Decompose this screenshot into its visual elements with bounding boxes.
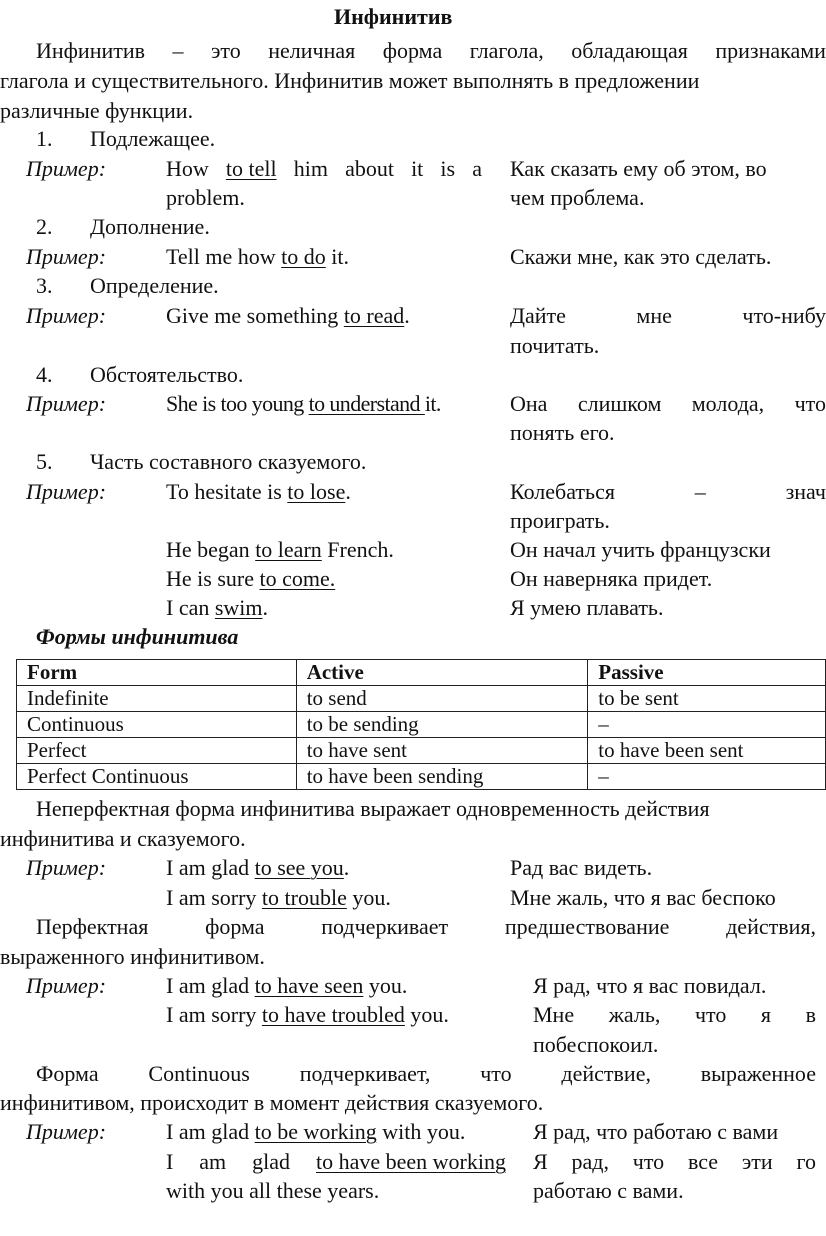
table-cell: to have been sent (588, 738, 826, 764)
example-en-cont: with you all these years. (166, 1178, 380, 1203)
example-en: Give me something to read. (166, 303, 410, 328)
paragraph-line: инфинитива и сказуемого. (0, 826, 246, 851)
example-label: Пример: (26, 391, 107, 416)
example-label: Пример: (26, 973, 107, 998)
table-row (17, 764, 826, 790)
example-en: I am glad to have seen you. (166, 973, 408, 998)
example-ru: Мне жаль, что я вас беспоко (510, 885, 776, 910)
example-ru: Как сказать ему об этом, во (510, 156, 767, 181)
function-number: 2. (36, 214, 53, 239)
table-cell: to have been sending (296, 764, 588, 790)
example-ru-cont: почитать. (510, 333, 600, 358)
column-header: Active (296, 660, 588, 686)
example-ru-cont: понять его. (510, 420, 615, 445)
example-en: To hesitate is to lose. (166, 479, 351, 504)
table-header-row (17, 660, 826, 686)
function-number: 4. (36, 362, 53, 387)
table-cell: to be sent (588, 686, 826, 712)
function-name: Обстоятельство. (90, 362, 244, 387)
infinitive-underlined: to have seen (254, 973, 364, 998)
infinitive-underlined: to have troubled (261, 1002, 405, 1027)
example-ru: Я рад, что работаю с вами (533, 1119, 779, 1144)
infinitive-underlined: to see you (254, 855, 344, 880)
example-en: How to tell him about it is a (166, 154, 482, 184)
paragraph-line: выраженного инфинитивом. (0, 944, 265, 969)
paragraph-line: инфинитивом, происходит в момент действия сказуемого. (0, 1090, 544, 1115)
example-ru-cont: работаю с вами. (533, 1178, 684, 1203)
table-cell: Perfect (17, 738, 297, 764)
table-cell: to be sending (296, 712, 588, 738)
table-cell: to send (296, 686, 588, 712)
column-header: Form (17, 660, 297, 686)
infinitive-underlined: to learn (255, 537, 322, 562)
table-row (17, 712, 826, 738)
column-header: Passive (588, 660, 826, 686)
example-ru: Рад вас видеть. (510, 855, 653, 880)
infinitive-underlined: to come. (259, 566, 336, 591)
function-name: Подлежащее. (90, 126, 216, 151)
example-ru-cont: чем проблема. (510, 185, 645, 210)
paragraph-line: Перфектная форма подчеркивает предшествование действия, (36, 914, 816, 939)
example-en: I am glad to be working with you. (166, 1119, 466, 1144)
example-ru: Мне жаль, что я в (533, 1002, 816, 1027)
example-en: I am glad to see you. (166, 855, 350, 880)
function-name: Определение. (90, 273, 219, 298)
example-label: Пример: (26, 156, 107, 181)
example-ru-cont: проиграть. (510, 508, 610, 533)
example-ru-cont: побеспокоил. (533, 1032, 659, 1057)
example-ru: Он наверняка придет. (510, 566, 713, 591)
table-cell: – (588, 764, 826, 790)
example-ru: Я рад, что я вас повидал. (533, 973, 767, 998)
page-title: Инфинитив (334, 4, 453, 29)
example-label: Пример: (26, 855, 107, 880)
example-label: Пример: (26, 1119, 107, 1144)
function-number: 1. (36, 126, 53, 151)
example-ru: Дайте мне что-нибу (510, 303, 826, 328)
example-en: He began to learn French. (166, 537, 394, 562)
example-en: Tell me how to do it. (166, 244, 350, 269)
table-cell: Indefinite (17, 686, 297, 712)
infinitive-underlined: to be working (254, 1119, 377, 1144)
infinitive-underlined: swim (214, 595, 263, 620)
table-cell: Perfect Continuous (17, 764, 297, 790)
example-ru: Он начал учить французски (510, 537, 771, 562)
infinitive-underlined: to trouble (261, 885, 347, 910)
section-heading: Формы инфинитива (36, 624, 239, 649)
infinitive-underlined: to do (281, 244, 326, 269)
example-en: He is sure to come. (166, 566, 336, 591)
example-en: She is too young to understand it. (166, 391, 441, 416)
intro-line-1: Инфинитив – это неличная форма глагола, обладающая признаками (36, 38, 826, 63)
example-label: Пример: (26, 303, 107, 328)
infinitive-underlined: to tell (225, 156, 277, 181)
paragraph-line: Неперфектная форма инфинитива выражает одновременность действия (36, 796, 710, 821)
paragraph-line: Форма Continuous подчеркивает, что действие, выраженное (36, 1061, 816, 1086)
function-number: 3. (36, 273, 53, 298)
infinitive-underlined: to lose (287, 479, 346, 504)
example-ru: Я рад, что все эти го (533, 1149, 816, 1174)
infinitive-underlined: to understand (308, 391, 425, 416)
example-en: I am glad to have been working (166, 1147, 506, 1177)
intro-line-3: различные функции. (0, 98, 194, 123)
infinitive-underlined: to read (343, 303, 405, 328)
example-en: I am sorry to have troubled you. (166, 1002, 449, 1027)
intro-line-2: глагола и существительного. Инфинитив может выполнять в предложении (0, 68, 700, 93)
table-cell: Continuous (17, 712, 297, 738)
example-label: Пример: (26, 479, 107, 504)
example-en: I can swim. (166, 595, 269, 620)
example-ru: Она слишком молода, что (510, 391, 826, 416)
function-name: Дополнение. (90, 214, 210, 239)
table-row (17, 686, 826, 712)
example-ru: Колебаться – знач (510, 479, 826, 504)
table-row (17, 738, 826, 764)
infinitive-forms-table (16, 659, 826, 790)
function-name: Часть составного сказуемого. (90, 449, 367, 474)
table-cell: – (588, 712, 826, 738)
function-number: 5. (36, 449, 53, 474)
table-cell: to have sent (296, 738, 588, 764)
example-ru: Я умею плавать. (510, 595, 664, 620)
example-ru: Скажи мне, как это сделать. (510, 244, 772, 269)
infinitive-underlined: to have been working (315, 1149, 506, 1174)
example-label: Пример: (26, 244, 107, 269)
example-en-cont: problem. (166, 185, 245, 210)
example-en: I am sorry to trouble you. (166, 885, 391, 910)
